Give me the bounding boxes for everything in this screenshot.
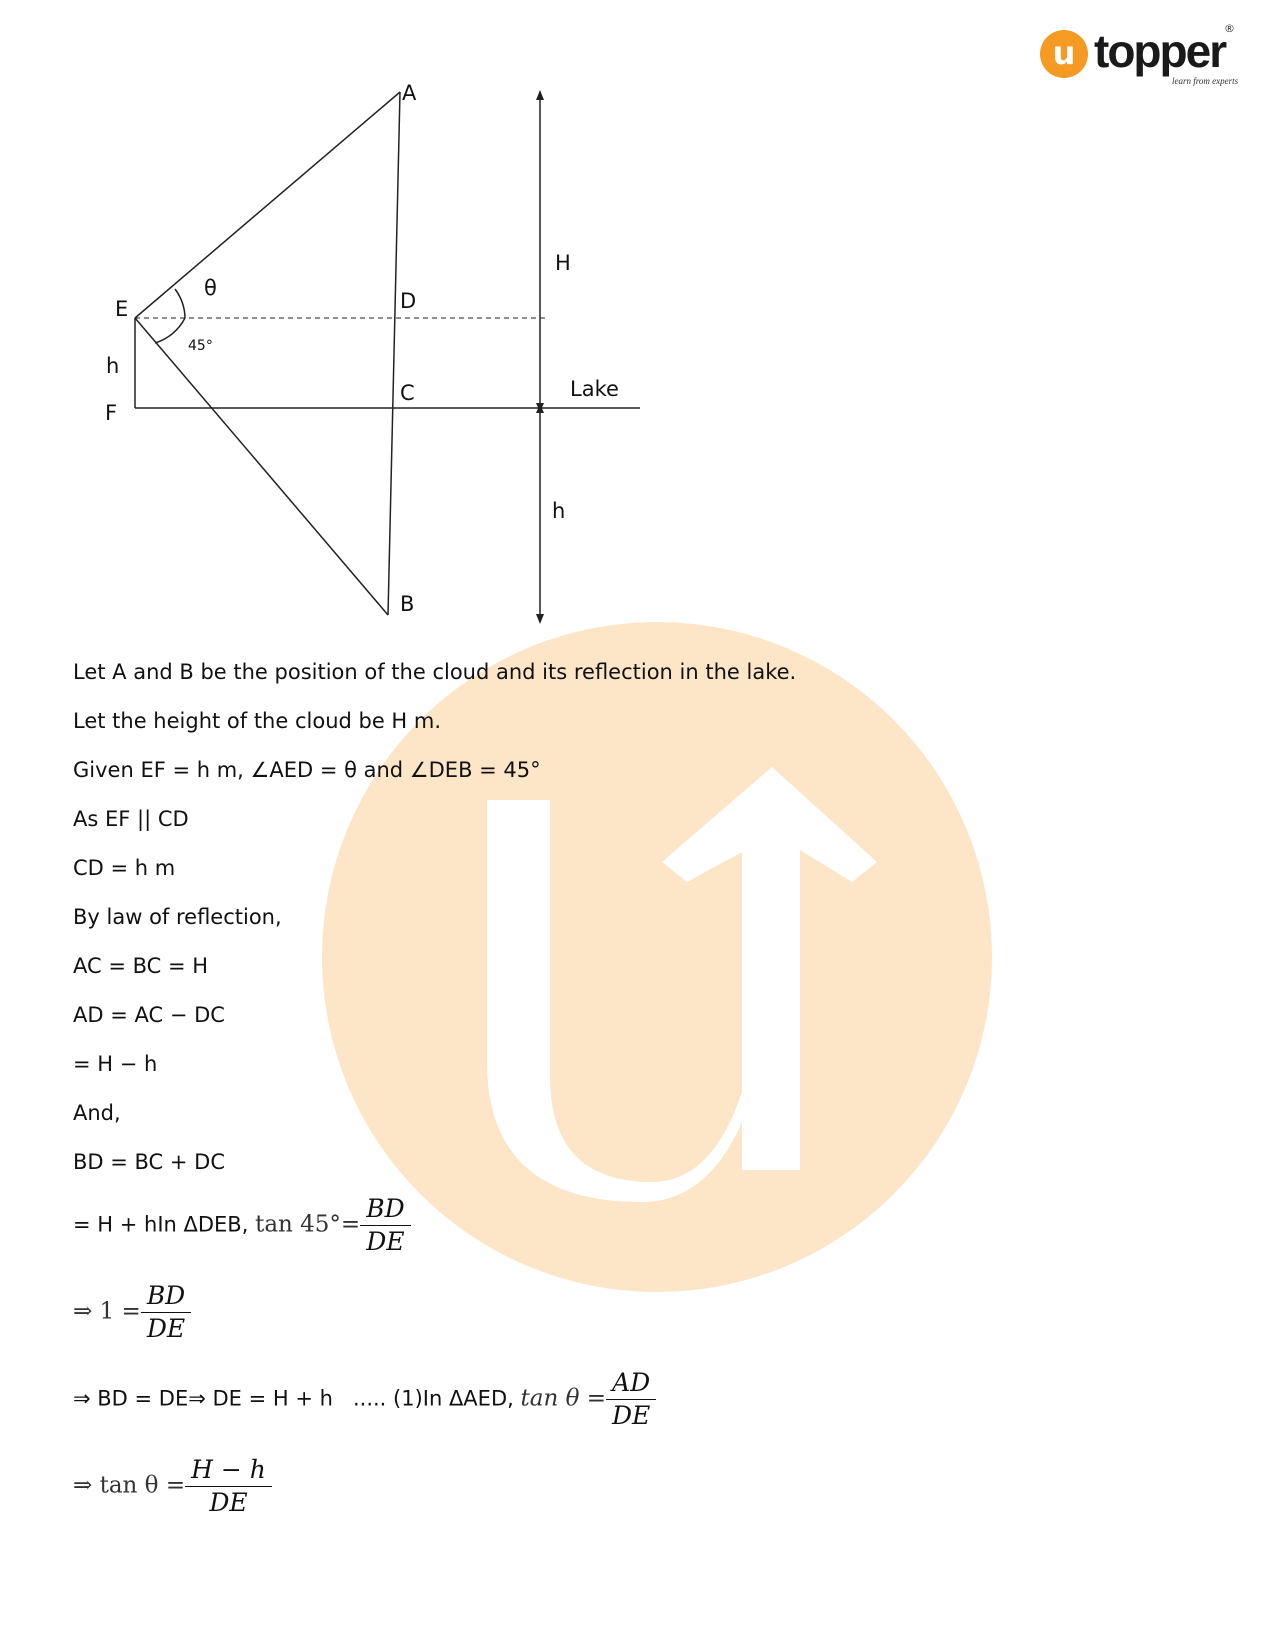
label-B: B — [400, 592, 415, 616]
registered-mark: ® — [1224, 22, 1235, 35]
label-F: F — [105, 401, 118, 425]
text-line-3: Given EF = h m, ∠AED = θ and ∠DEB = 45° — [73, 758, 541, 782]
arrowhead-bottom-icon — [536, 614, 544, 624]
label-lake: Lake — [570, 377, 619, 401]
line-EA — [135, 92, 400, 318]
line-EB — [135, 318, 388, 615]
fraction-bd-de: $\frac{BD}{DE}$ — [141, 1280, 191, 1345]
text-line-1: Let A and B be the position of the cloud and its reflection in the lake. — [73, 660, 797, 684]
label-theta: θ — [204, 276, 217, 300]
geometry-figure — [0, 0, 700, 660]
equation-tan45 — [73, 1193, 411, 1258]
text-line-6: By law of reflection, — [73, 905, 282, 929]
logo-tagline: learn from experts — [1172, 76, 1239, 86]
equation-tan-theta-result — [73, 1454, 272, 1519]
text-line-7: AC = BC = H — [73, 954, 209, 978]
equation-1-equals — [73, 1280, 191, 1345]
label-h-left: h — [106, 354, 120, 378]
equation-prefix: ⇒ BD = DE⇒ DE = H + h ..... (1)In ΔAED, — [73, 1386, 514, 1411]
label-45deg: 45° — [188, 338, 213, 354]
equation-lhs: tan θ = — [520, 1385, 606, 1412]
text-line-8: AD = AC − DC — [73, 1003, 225, 1027]
equation-tan-theta — [73, 1367, 656, 1432]
equation-lhs: ⇒ 1 = — [73, 1298, 141, 1325]
fraction-bd-de: $\frac{BD}{DE}$ — [360, 1193, 410, 1258]
text-line-9: = H − h — [73, 1052, 158, 1076]
text-line-2: Let the height of the cloud be H m. — [73, 709, 442, 733]
angle-arc-theta — [175, 289, 185, 318]
equation-prefix: = H + hIn ΔDEB, — [73, 1212, 249, 1237]
label-D: D — [400, 289, 417, 313]
logo-wordmark: topper — [1094, 25, 1226, 77]
brand-logo — [1040, 22, 1240, 92]
label-E: E — [115, 297, 129, 321]
label-H: H — [555, 251, 571, 275]
label-h-right: h — [552, 499, 566, 523]
logo-u-icon: u — [1040, 30, 1088, 78]
equation-lhs: tan 45°= — [255, 1211, 361, 1238]
equation-lhs: ⇒ tan θ = — [73, 1472, 186, 1499]
text-line-11: BD = BC + DC — [73, 1150, 226, 1174]
fraction-hminush-de: $\frac{H - h}{DE}$ — [185, 1454, 272, 1519]
angle-arc-45 — [155, 318, 185, 343]
fraction-ad-de: $\frac{AD}{DE}$ — [606, 1367, 656, 1432]
text-line-4: As EF || CD — [73, 807, 189, 831]
arrowhead-top-icon — [536, 90, 544, 100]
text-line-10: And, — [73, 1101, 121, 1125]
line-AB — [388, 92, 400, 615]
label-A: A — [402, 81, 417, 105]
label-C: C — [400, 381, 415, 405]
text-line-5: CD = h m — [73, 856, 176, 880]
